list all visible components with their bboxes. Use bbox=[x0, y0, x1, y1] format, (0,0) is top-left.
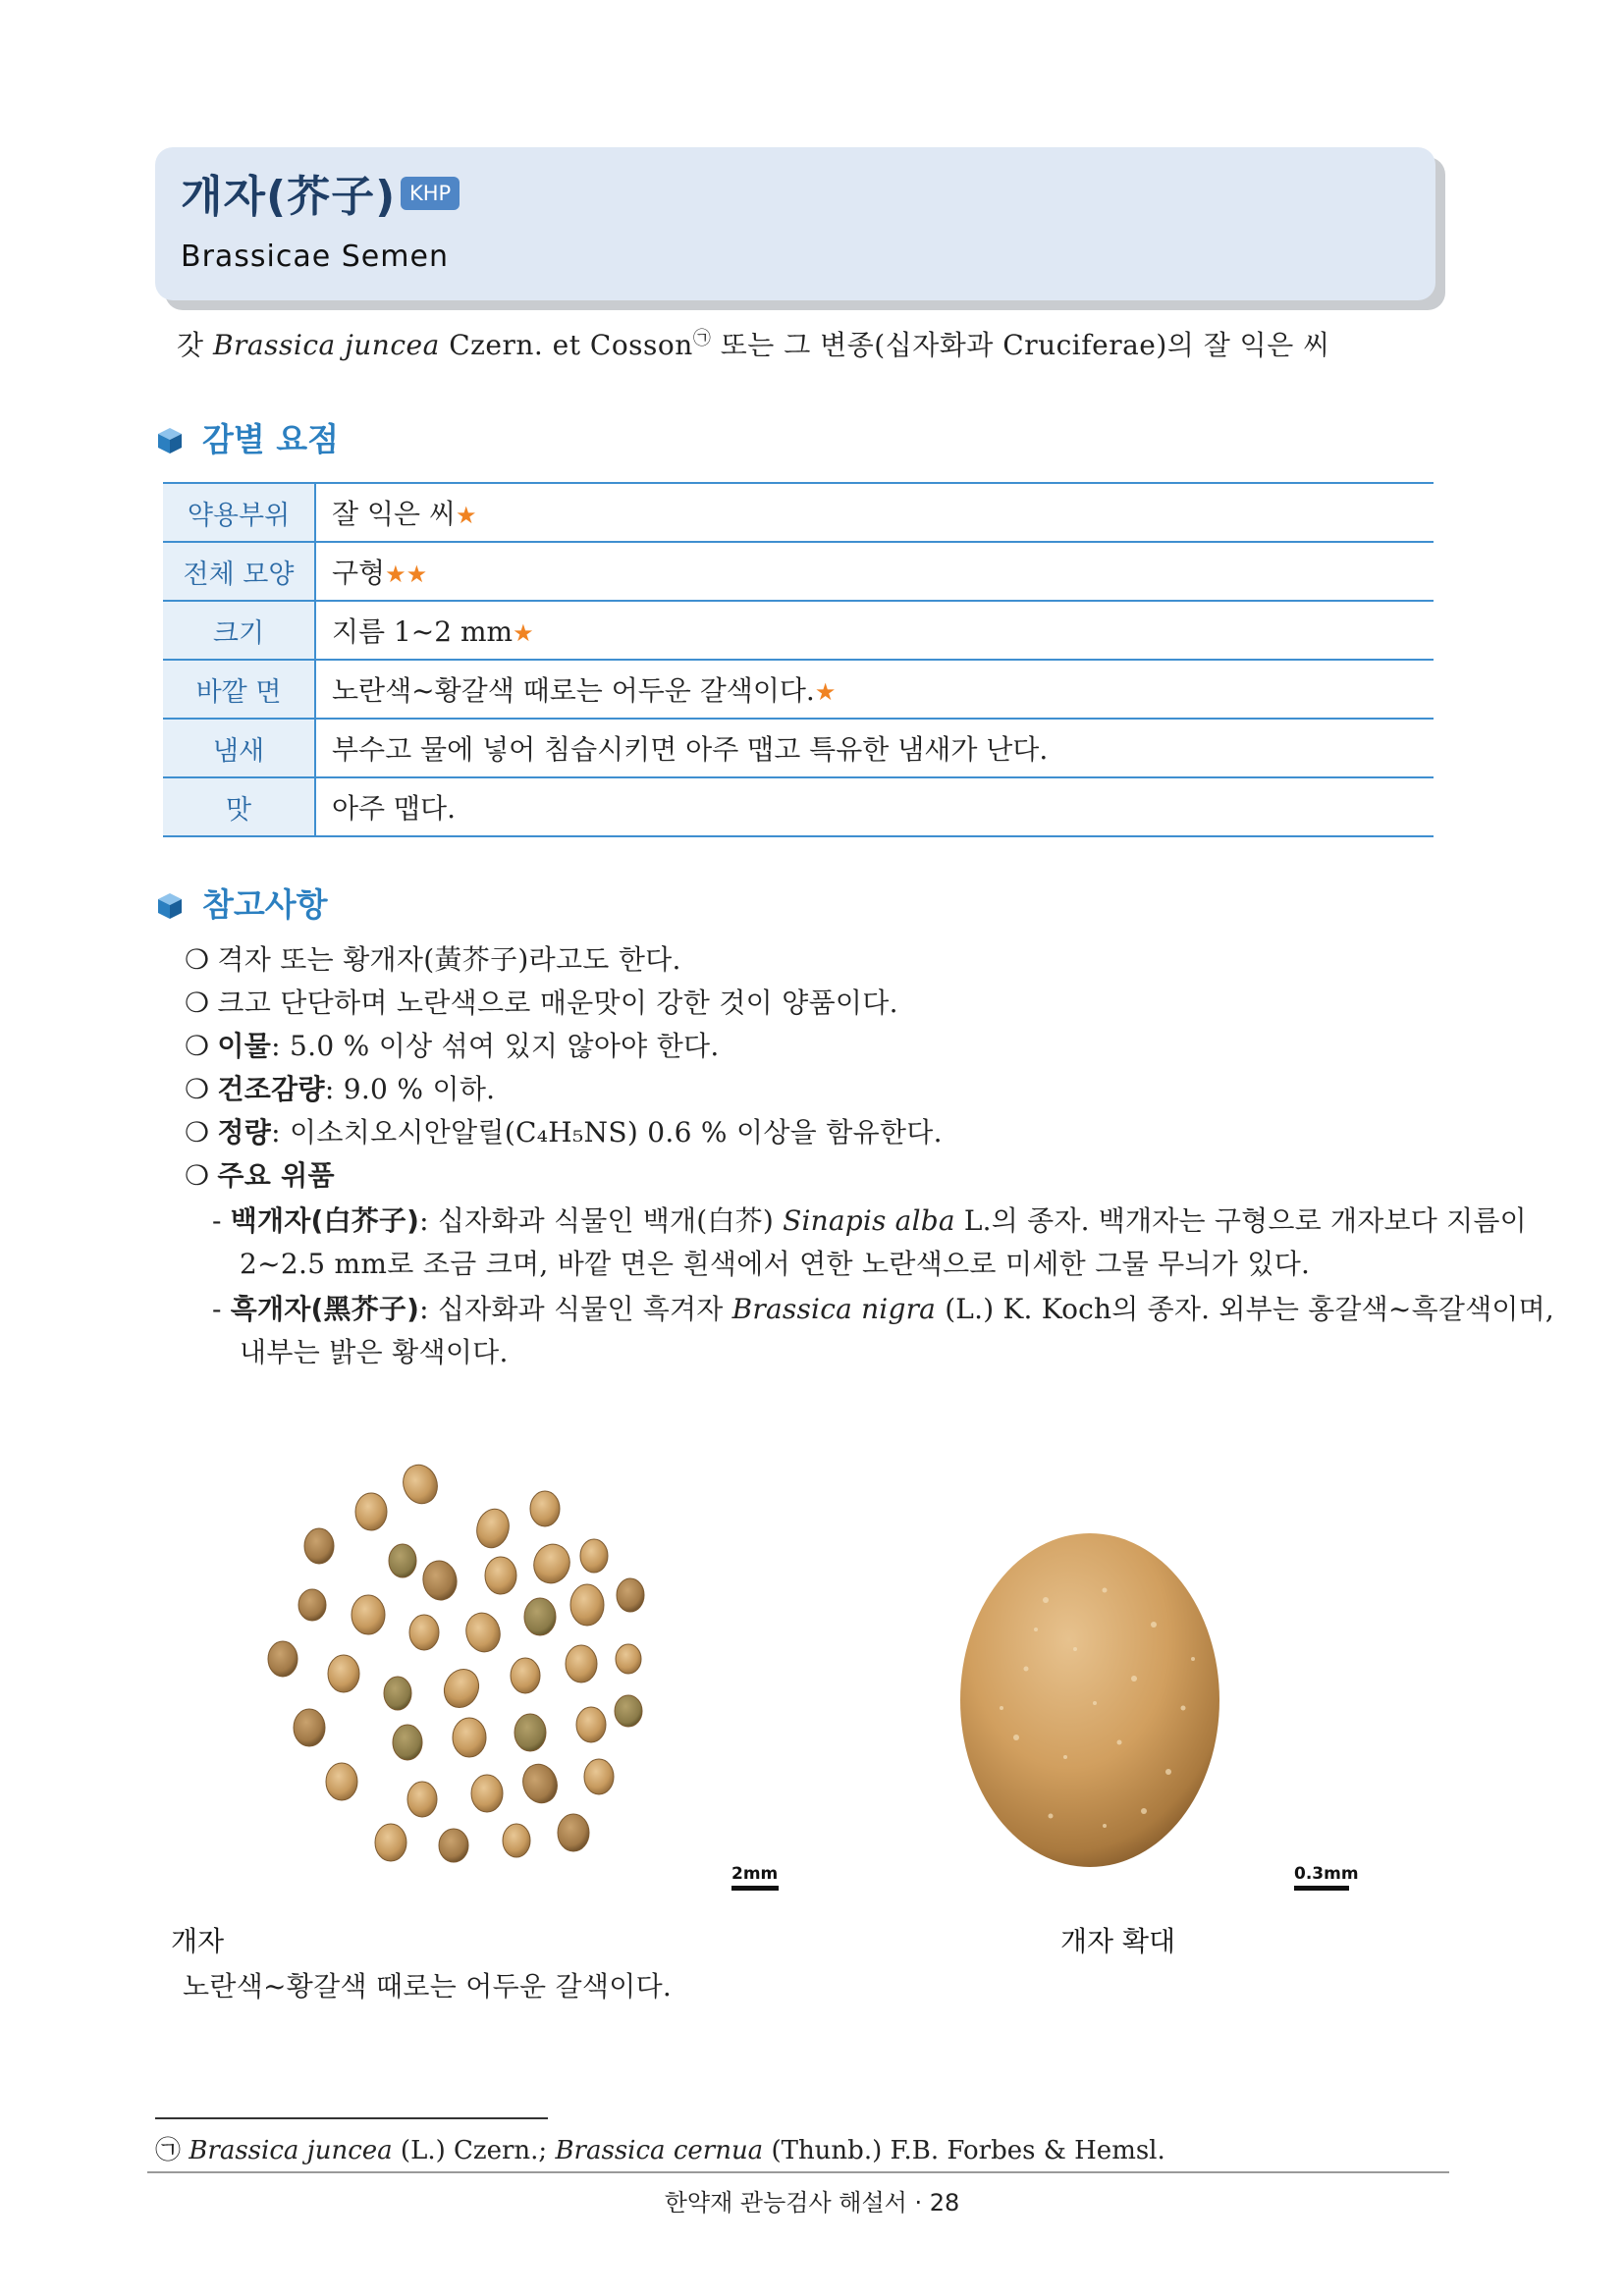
row-value bbox=[315, 483, 1434, 542]
row-value bbox=[315, 719, 1434, 777]
value-text: 구형 bbox=[332, 557, 386, 589]
footnote-author: (Thunb.) F.B. Forbes & Hemsl. bbox=[771, 2136, 1165, 2165]
section-title: 참고사항 bbox=[202, 885, 328, 924]
row-label: 약용부위 bbox=[163, 483, 315, 542]
origin-description bbox=[177, 324, 1330, 363]
table-row bbox=[163, 601, 1434, 660]
row-label: 전체 모양 bbox=[163, 542, 315, 601]
row-label: 바깥 면 bbox=[163, 660, 315, 719]
section-heading-key-points bbox=[157, 414, 339, 460]
table-row bbox=[163, 719, 1434, 777]
bullet-icon: ❍ bbox=[185, 943, 210, 976]
note-text: 크고 단단하며 노란색으로 매운맛이 강한 것이 양품이다. bbox=[217, 987, 898, 1019]
note-item bbox=[185, 1111, 943, 1150]
table-row bbox=[163, 660, 1434, 719]
value-text: 부수고 물에 넣어 침습시키면 아주 맵고 특유한 냄새가 난다. bbox=[332, 733, 1049, 766]
seed-enlarged-photo bbox=[957, 1531, 1222, 1870]
figure-caption: 개자 bbox=[171, 1925, 225, 1957]
adulterant-species: Brassica nigra bbox=[731, 1293, 937, 1325]
footnote-species: Brassica cernua bbox=[555, 2136, 764, 2165]
note-text: : 5.0 % 이상 섞여 있지 않아야 한다. bbox=[271, 1030, 720, 1062]
bullet-icon: ❍ bbox=[185, 1073, 210, 1105]
cube-icon bbox=[157, 892, 183, 920]
monograph-header bbox=[155, 147, 1435, 300]
table-row bbox=[163, 542, 1434, 601]
note-label: 정량 bbox=[217, 1116, 272, 1148]
scale-bar bbox=[1294, 1886, 1349, 1891]
intro-author: Czern. et Cosson bbox=[449, 329, 693, 361]
adulterant-name: 흑개자(黑芥子) bbox=[230, 1293, 420, 1325]
table-row bbox=[163, 777, 1434, 836]
note-item bbox=[185, 982, 898, 1021]
row-value bbox=[315, 777, 1434, 836]
page-title: 개자(芥子) bbox=[181, 172, 397, 222]
footnote bbox=[155, 2130, 1165, 2166]
adulterant-item bbox=[212, 1288, 1554, 1327]
bullet-icon: ❍ bbox=[185, 1116, 210, 1148]
value-text: 지름 1~2 mm bbox=[332, 615, 514, 648]
page-footer: 한약재 관능검사 해설서 · 28 bbox=[664, 2189, 960, 2216]
value-text: 잘 익은 씨 bbox=[332, 498, 456, 530]
intro-species: Brassica juncea bbox=[212, 329, 440, 361]
adulterant-text: : 십자화과 식물인 흑겨자 bbox=[419, 1293, 724, 1325]
footer-divider bbox=[147, 2171, 1449, 2173]
note-label: 건조감량 bbox=[217, 1073, 325, 1105]
figure-caption-description: 노란색~황갈색 때로는 어두운 갈색이다. bbox=[183, 1970, 673, 2002]
dash-icon: - bbox=[212, 1293, 222, 1325]
dash-icon: - bbox=[212, 1204, 222, 1237]
note-label: 이물 bbox=[217, 1030, 272, 1062]
note-text: : 9.0 % 이하. bbox=[324, 1073, 496, 1105]
row-value bbox=[315, 542, 1434, 601]
value-text: 노란색~황갈색 때로는 어두운 갈색이다. bbox=[332, 674, 815, 707]
adulterant-text: : 십자화과 식물인 백개(白芥) bbox=[419, 1204, 774, 1237]
seed-group-photo bbox=[196, 1448, 785, 1890]
cube-icon bbox=[157, 427, 183, 454]
note-text: 격자 또는 황개자(黃芥子)라고도 한다. bbox=[217, 943, 681, 976]
intro-prefix: 갓 bbox=[177, 329, 204, 361]
row-value bbox=[315, 660, 1434, 719]
value-text: 아주 맵다. bbox=[332, 792, 456, 825]
bullet-icon: ❍ bbox=[185, 1159, 210, 1192]
figure-caption: 개자 확대 bbox=[1060, 1925, 1176, 1957]
scale-label: 2mm bbox=[731, 1864, 779, 1884]
adulterant-text: (L.) K. Koch의 종자. 외부는 홍갈색~흑갈색이며, bbox=[945, 1293, 1554, 1325]
star-icon: ★★ bbox=[385, 561, 428, 588]
table-row bbox=[163, 483, 1434, 542]
adulterant-text: L.의 종자. 백개자는 구형으로 개자보다 지름이 bbox=[963, 1204, 1527, 1237]
note-item bbox=[185, 1068, 495, 1107]
note-text: : 이소치오시안알릴(C₄H₅NS) 0.6 % 이상을 함유한다. bbox=[271, 1116, 943, 1148]
adulterant-text-continued: 2~2.5 mm로 조금 크며, 바깥 면은 흰색에서 연한 노란색으로 미세한 그물 무늬가 있다. bbox=[240, 1248, 1311, 1280]
note-item bbox=[185, 1154, 335, 1194]
footnote-mark: ㉠ bbox=[692, 328, 712, 349]
footnote-divider bbox=[155, 2117, 548, 2119]
latin-name: Brassicae Semen bbox=[181, 240, 449, 274]
note-label: 주요 위품 bbox=[217, 1159, 335, 1192]
star-icon: ★ bbox=[513, 619, 534, 647]
khp-badge: KHP bbox=[401, 177, 460, 210]
scale-label: 0.3mm bbox=[1294, 1864, 1359, 1884]
row-label: 맛 bbox=[163, 777, 315, 836]
identification-table bbox=[163, 482, 1434, 837]
section-title: 감별 요점 bbox=[202, 420, 340, 458]
star-icon: ★ bbox=[814, 678, 837, 706]
star-icon: ★ bbox=[456, 502, 477, 529]
footnote-author: (L.) Czern.; bbox=[400, 2136, 548, 2165]
row-label: 냄새 bbox=[163, 719, 315, 777]
footnote-mark: ㉠ bbox=[155, 2136, 182, 2165]
adulterant-item bbox=[212, 1200, 1527, 1239]
bullet-icon: ❍ bbox=[185, 1030, 210, 1062]
adulterant-species: Sinapis alba bbox=[783, 1204, 955, 1237]
note-item bbox=[185, 938, 681, 978]
scale-bar bbox=[731, 1886, 779, 1891]
bullet-icon: ❍ bbox=[185, 987, 210, 1019]
adulterant-text-continued: 내부는 밝은 황색이다. bbox=[240, 1336, 509, 1368]
adulterant-name: 백개자(白芥子) bbox=[230, 1204, 420, 1237]
note-item bbox=[185, 1025, 720, 1064]
section-heading-references bbox=[157, 880, 328, 926]
footnote-species: Brassica juncea bbox=[189, 2136, 393, 2165]
intro-suffix: 또는 그 변종(십자화과 Cruciferae)의 잘 익은 씨 bbox=[720, 329, 1330, 361]
row-label: 크기 bbox=[163, 601, 315, 660]
row-value bbox=[315, 601, 1434, 660]
